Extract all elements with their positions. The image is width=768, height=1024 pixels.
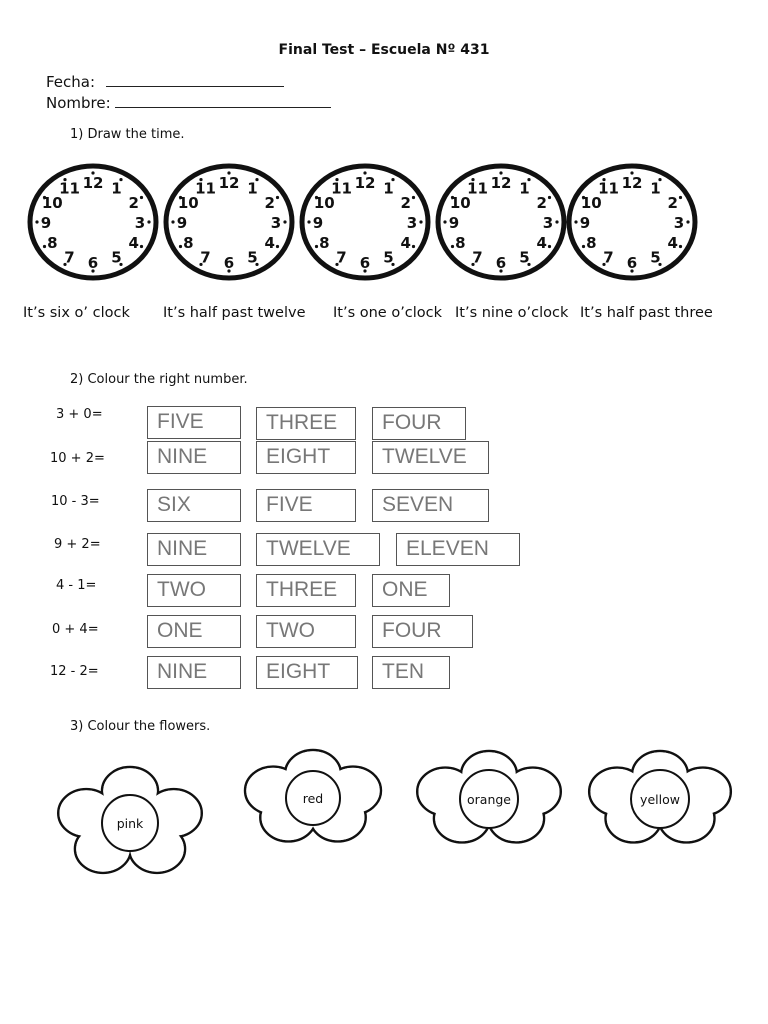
clock-number: 3 <box>542 214 554 232</box>
clock-number: 11 <box>598 179 619 198</box>
clock-tick <box>548 245 551 248</box>
clock-number: 1 <box>111 179 122 198</box>
clock-number: 7 <box>603 248 614 267</box>
clock-number: 11 <box>195 179 216 198</box>
clock-number: 3 <box>134 214 146 232</box>
clock-tick <box>451 245 454 248</box>
clock-number: 9 <box>176 214 188 232</box>
clock-tick <box>686 220 689 223</box>
clock-number: 12 <box>490 174 512 192</box>
answer-box-7-2[interactable]: EIGHT <box>256 656 358 689</box>
clock-number: 6 <box>359 254 371 272</box>
clock-number: 6 <box>495 254 507 272</box>
flower-label-4: yellow <box>640 792 680 807</box>
clock-number: 12 <box>218 174 240 192</box>
clock-tick <box>582 245 585 248</box>
clock-tick <box>679 196 682 199</box>
clock-number: 4 <box>264 234 275 252</box>
flower-2[interactable] <box>243 744 383 844</box>
clock-tick <box>276 196 279 199</box>
answer-box-2-2[interactable]: EIGHT <box>256 441 356 474</box>
clock-tick <box>307 220 310 223</box>
section1-heading: 1) Draw the time. <box>70 127 185 142</box>
section3-heading: 3) Colour the flowers. <box>70 719 211 734</box>
answer-box-3-1[interactable]: SIX <box>147 489 241 522</box>
clock-number: 8 <box>455 234 466 252</box>
equation-4: 9 + 2= <box>54 537 101 552</box>
clock-number: 12 <box>82 174 104 192</box>
clock-number: 7 <box>472 248 483 267</box>
clock-number: 1 <box>247 179 258 198</box>
clock-tick <box>140 245 143 248</box>
clock-tick <box>179 245 182 248</box>
nombre-field <box>46 93 331 112</box>
answer-box-1-2[interactable]: THREE <box>256 407 356 440</box>
clock-tick <box>283 220 286 223</box>
flower-label-2: red <box>302 791 324 806</box>
clock-face-4[interactable] <box>434 162 568 284</box>
clock-tick <box>574 220 577 223</box>
section2-heading: 2) Colour the right number. <box>70 372 248 387</box>
clock-tick <box>140 196 143 199</box>
clock-number: 1 <box>383 179 394 198</box>
clock-number: 4 <box>667 234 678 252</box>
clock-caption-1: It’s six o’ clock <box>23 305 130 321</box>
clock-number: 12 <box>354 174 376 192</box>
clock-number: 11 <box>331 179 352 198</box>
clock-caption-3: It’s one o’clock <box>333 305 443 321</box>
clock-number: 10 <box>41 194 63 212</box>
equation-2: 10 + 2= <box>50 451 105 466</box>
answer-box-5-1[interactable]: TWO <box>147 574 241 607</box>
clock-number: 11 <box>59 179 80 198</box>
clock-number: 5 <box>650 248 661 267</box>
equation-5: 4 - 1= <box>56 578 97 593</box>
equation-1: 3 + 0= <box>56 407 103 422</box>
answer-box-5-3[interactable]: ONE <box>372 574 450 607</box>
clock-number: 2 <box>264 194 275 212</box>
clock-tick <box>412 196 415 199</box>
clock-number: 3 <box>673 214 685 232</box>
clock-tick <box>315 245 318 248</box>
clock-number: 9 <box>579 214 591 232</box>
flower-label-1: pink <box>116 816 144 831</box>
clock-face-3[interactable] <box>298 162 432 284</box>
clock-tick <box>555 220 558 223</box>
answer-box-4-2[interactable]: TWELVE <box>256 533 380 566</box>
equation-6: 0 + 4= <box>52 622 99 637</box>
clock-number: 2 <box>400 194 411 212</box>
nombre-label: Nombre: <box>46 94 111 112</box>
clock-number: 12 <box>621 174 643 192</box>
fecha-blank-line[interactable] <box>106 72 284 87</box>
clock-caption-2: It’s half past twelve <box>163 305 306 321</box>
clock-number: 7 <box>336 248 347 267</box>
answer-box-2-3[interactable]: TWELVE <box>372 441 489 474</box>
flower-3[interactable] <box>415 745 563 845</box>
fecha-label: Fecha: <box>46 73 96 91</box>
flower-label-3: orange <box>467 792 511 807</box>
clock-number: 4 <box>128 234 139 252</box>
clock-number: 9 <box>40 214 52 232</box>
clock-tick <box>412 245 415 248</box>
clock-number: 5 <box>111 248 122 267</box>
clock-number: 4 <box>536 234 547 252</box>
answer-box-2-1[interactable]: NINE <box>147 441 241 474</box>
answer-box-4-3[interactable]: ELEVEN <box>396 533 520 566</box>
clock-number: 2 <box>667 194 678 212</box>
clock-number: 6 <box>87 254 99 272</box>
fecha-field <box>46 72 284 91</box>
nombre-blank-line[interactable] <box>115 93 331 108</box>
answer-box-6-2[interactable]: TWO <box>256 615 356 648</box>
clock-tick <box>35 220 38 223</box>
answer-box-3-2[interactable]: FIVE <box>256 489 356 522</box>
clock-number: 1 <box>650 179 661 198</box>
page-title: Final Test – Escuela Nº 431 <box>278 42 490 58</box>
answer-box-1-3[interactable]: FOUR <box>372 407 466 440</box>
clock-number: 2 <box>536 194 547 212</box>
clock-number: 7 <box>64 248 75 267</box>
flower-1[interactable] <box>56 761 204 877</box>
clock-tick <box>171 220 174 223</box>
clock-number: 7 <box>200 248 211 267</box>
clock-number: 3 <box>406 214 418 232</box>
clock-number: 9 <box>448 214 460 232</box>
clock-number: 8 <box>586 234 597 252</box>
clock-number: 5 <box>247 248 258 267</box>
clock-number: 8 <box>319 234 330 252</box>
clock-tick <box>419 220 422 223</box>
answer-box-5-2[interactable]: THREE <box>256 574 356 607</box>
answer-box-3-3[interactable]: SEVEN <box>372 489 489 522</box>
clock-face-1[interactable] <box>26 162 160 284</box>
equation-7: 12 - 2= <box>50 664 99 679</box>
answer-box-7-3[interactable]: TEN <box>372 656 450 689</box>
clock-tick <box>147 220 150 223</box>
answer-box-7-1[interactable]: NINE <box>147 656 241 689</box>
clock-tick <box>679 245 682 248</box>
clock-number: 8 <box>183 234 194 252</box>
clock-tick <box>43 245 46 248</box>
clock-number: 10 <box>449 194 471 212</box>
flower-4[interactable] <box>587 745 733 845</box>
clock-tick <box>443 220 446 223</box>
clock-tick <box>548 196 551 199</box>
clock-face-2[interactable] <box>162 162 296 284</box>
answer-box-1-1[interactable]: FIVE <box>147 406 241 439</box>
clock-number: 6 <box>626 254 638 272</box>
clock-number: 5 <box>383 248 394 267</box>
clock-caption-5: It’s half past three <box>580 305 713 321</box>
clock-number: 10 <box>313 194 335 212</box>
clock-number: 10 <box>177 194 199 212</box>
clock-number: 8 <box>47 234 58 252</box>
clock-number: 10 <box>580 194 602 212</box>
clock-tick <box>276 245 279 248</box>
clock-caption-4: It’s nine o’clock <box>455 305 569 321</box>
clock-number: 11 <box>467 179 488 198</box>
clock-number: 5 <box>519 248 530 267</box>
clock-number: 4 <box>400 234 411 252</box>
clock-number: 3 <box>270 214 282 232</box>
answer-box-4-1[interactable]: NINE <box>147 533 241 566</box>
answer-box-6-1[interactable]: ONE <box>147 615 241 648</box>
clock-number: 9 <box>312 214 324 232</box>
equation-3: 10 - 3= <box>51 494 100 509</box>
clock-number: 1 <box>519 179 530 198</box>
clock-face-5[interactable] <box>565 162 699 284</box>
clock-number: 2 <box>128 194 139 212</box>
answer-box-6-3[interactable]: FOUR <box>372 615 473 648</box>
clock-number: 6 <box>223 254 235 272</box>
